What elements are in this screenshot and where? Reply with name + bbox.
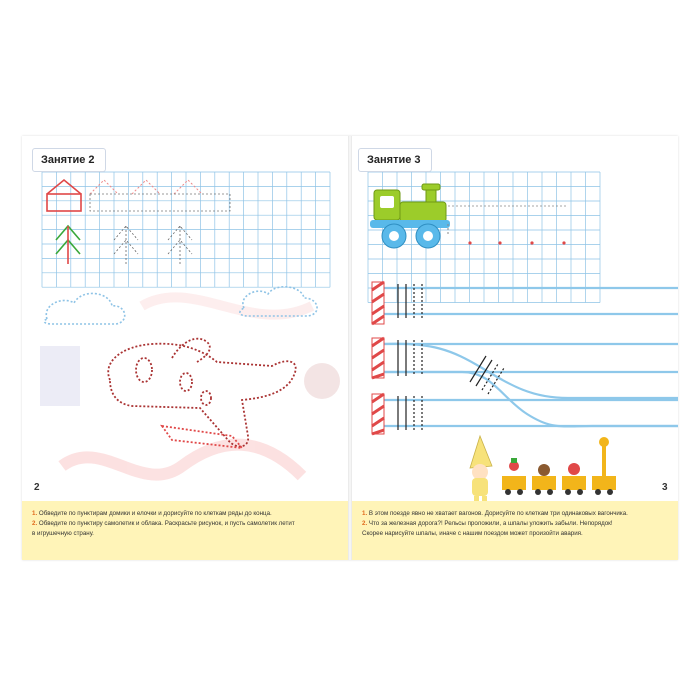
right-page-drawings	[352, 136, 678, 560]
house-icon	[47, 180, 81, 211]
sleepers	[398, 284, 504, 430]
instructions-box	[22, 501, 348, 560]
instruction-line: 1. Обведите по пунктирам домики и елочки и дорисуйте по клеткам ряды до конца.	[32, 510, 272, 517]
page-number: 3	[662, 482, 668, 493]
locomotive-icon	[370, 184, 450, 248]
barrier-icon	[372, 394, 384, 434]
gnome-icon	[470, 436, 492, 502]
instruction-line: 1. В этом поезде явно не хватает вагонов. Дорисуйте по клеткам три одинаковых вагончика.	[362, 510, 628, 517]
lesson-title: Занятие 2	[32, 148, 106, 172]
right-page	[352, 136, 678, 560]
left-page-drawings	[22, 136, 348, 560]
instruction-line: 2. Обведите по пунктиру самолетик и облака. Раскрасьте рисунок, и пусть самолетик летит	[32, 520, 295, 527]
instruction-line: в игрушечную страну.	[32, 530, 94, 537]
toy-train-icon	[502, 437, 616, 495]
instructions-text	[362, 509, 668, 539]
instruction-line: 2. Что за железная дорога?! Рельсы проложили, а шпалы уложить забыли. Непорядок!	[362, 520, 613, 527]
left-page	[22, 136, 348, 560]
railway-tracks	[382, 288, 678, 426]
lesson-title: Занятие 3	[358, 148, 432, 172]
left-grid	[42, 172, 330, 287]
instruction-line: Скорее нарисуйте шпалы, иначе с нашим поездом может произойти авария.	[362, 530, 583, 537]
airplane-icon	[108, 339, 295, 448]
instructions-text	[32, 509, 338, 539]
barrier-icon	[372, 282, 384, 324]
page-number: 2	[34, 482, 40, 493]
wagon-dots	[448, 206, 566, 245]
workbook-spread	[22, 136, 678, 560]
barrier-icon	[372, 338, 384, 378]
instructions-box	[352, 501, 678, 560]
cloud-icon	[44, 293, 124, 324]
house-row	[47, 180, 230, 211]
